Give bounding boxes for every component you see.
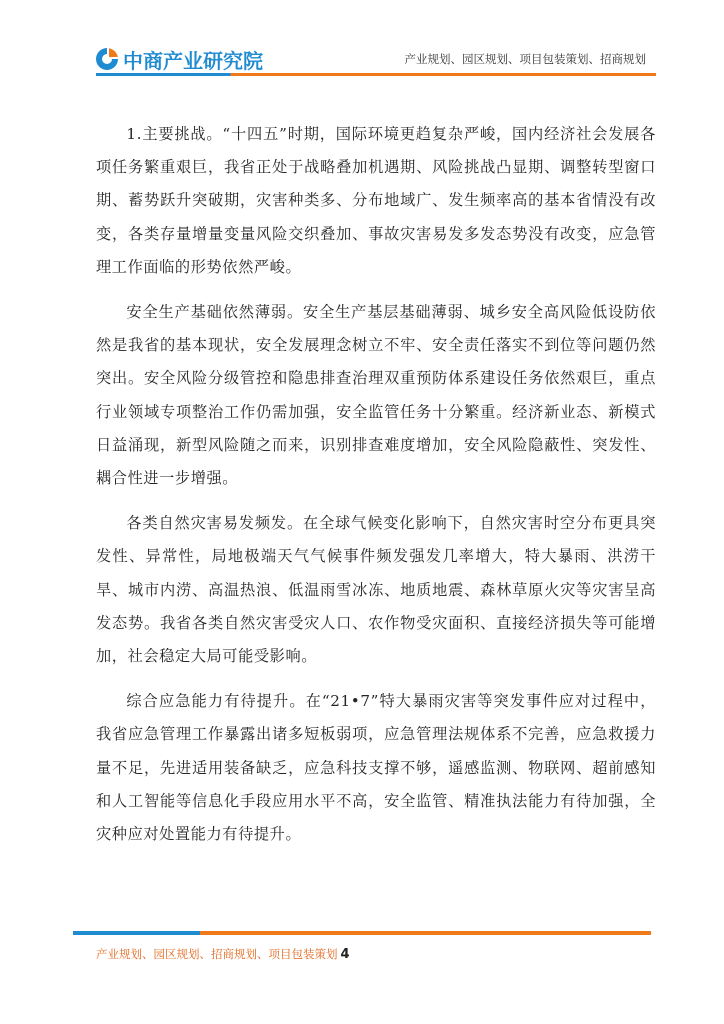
logo-mark-icon — [94, 46, 120, 72]
paragraph: 安全生产基础依然薄弱。安全生产基层基础薄弱、城乡安全高风险低设防依然是我省的基本现状，安全发展理念树立不牢、安全责任落实不到位等问题仍然突出。安全风险分级管控和隐患排查治理双重预防体系建设任务依然艰巨，重点行业领域专项整治工作仍需加强，安全监管任务十分繁重。经济新业态、新模式日益涌现，新型风险随之而来，识别排查难度增加，安全风险隐蔽性、突发性、耦合性进一步增强。 — [96, 303, 656, 488]
footer-divider — [73, 931, 651, 935]
page-header — [0, 0, 724, 80]
footer-tagline: 产业规划、园区规划、招商规划、项目包装策划 — [96, 947, 338, 961]
paragraph: 各类自然灾害易发频发。在全球气候变化影响下，自然灾害时空分布更具突发性、异常性，局地极端天气气候事件频发强发几率增大，特大暴雨、洪涝干旱、城市内涝、高温热浪、低温雨雪冰冻、地质地震、森林草原火灾等灾害呈高发态势。我省各类自然灾害受灾人口、农作物受灾面积、直接经济损失等可能增加，社会稳定大局可能受影响。 — [96, 514, 656, 666]
header-tagline: 产业规划、园区规划、项目包装策划、招商规划 — [404, 52, 646, 66]
logo-text: 中商产业研究院 — [123, 48, 263, 73]
page-number: 4 — [340, 947, 350, 962]
company-logo — [94, 45, 263, 73]
page-footer — [96, 946, 350, 962]
paragraph: 1.主要挑战。“十四五”时期，国际环境更趋复杂严峻，国内经济社会发展各项任务繁重艰巨，我省正处于战略叠加机遇期、风险挑战凸显期、调整转型窗口期、蓄势跃升突破期，灾害种类多、分布地域广、发生频率高的基本省情没有改变，各类存量增量变量风险交织叠加、事故灾害易发多发态势没有改变，应急管理工作面临的形势依然严峻。 — [96, 125, 656, 276]
header-divider — [96, 73, 656, 76]
document-body — [96, 118, 656, 863]
paragraph: 综合应急能力有待提升。在“21•7”特大暴雨灾害等突发事件应对过程中，我省应急管理工作暴露出诸多短板弱项，应急管理法规体系不完善，应急救援力量不足，先进适用装备缺乏，应急科技支撑不够，遥感监测、物联网、超前感知和人工智能等信息化手段应用水平不高，安全监管、精准执法能力有待加强，全灾种应对处置能力有待提升。 — [96, 692, 656, 844]
